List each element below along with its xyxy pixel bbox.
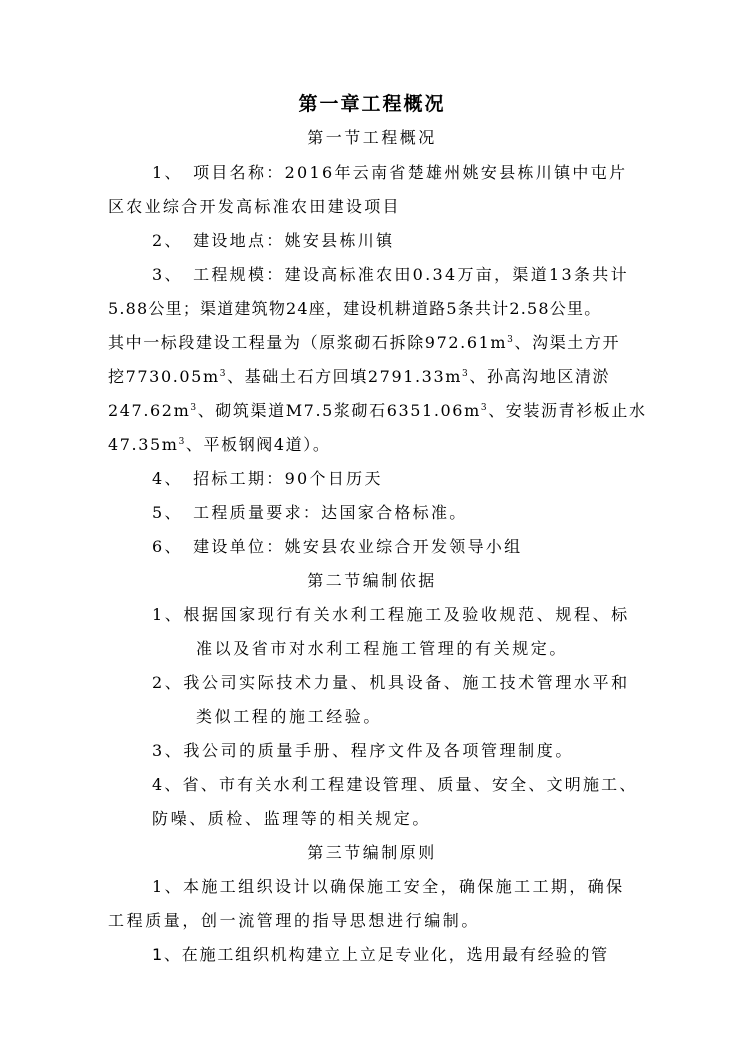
construction-site: 2、 建设地点：姚安县栋川镇: [152, 231, 395, 250]
project-scale-line-2: 5.88公里；渠道建筑物24座，建设机耕道路5条共计2.58公里。: [108, 299, 602, 318]
tender-period: 4、 招标工期：90个日历天: [152, 469, 383, 488]
chapter-title: 第一章工程概况: [298, 93, 446, 115]
section-2-title: 第二节编制依据: [307, 571, 437, 590]
section-1-title: 第一节工程概况: [307, 128, 437, 147]
principle-1-line-2: 工程质量，创一流管理的指导思想进行编制。: [108, 911, 481, 930]
basis-2-line-1: 2、我公司实际技术力量、机具设备、施工技术管理水平和: [152, 673, 630, 692]
principle-2-line-1: 1、在施工组织机构建立上立足专业化，选用最有经验的管: [152, 945, 609, 964]
principle-1-line-1: 1、本施工组织设计以确保施工安全，确保施工工期，确保: [152, 877, 625, 896]
construction-unit: 6、 建设单位：姚安县农业综合开发领导小组: [152, 537, 523, 556]
basis-4-line-1: 4、省、市有关水利工程建设管理、质量、安全、文明施工、: [152, 775, 638, 794]
quality-requirement: 5、 工程质量要求：达国家合格标准。: [152, 503, 468, 522]
basis-1-line-2: 准以及省市对水利工程施工管理的有关规定。: [196, 639, 569, 658]
project-scale-line-6: $47.35m^3$、平板钢阀4道）。: [108, 435, 331, 454]
project-scale-line-4: 挖$7730.05m^3$、基础土石方回填$2791.33m^3$、孙高沟地区清淤: [108, 367, 611, 386]
project-name-line-2: 区农业综合开发高标准农田建设项目: [108, 197, 401, 216]
project-scale-line-1: 3、 工程规模：建设高标准农田0.34万亩，渠道13条共计: [152, 265, 629, 284]
basis-4-line-2: 防噪、质检、监理等的相关规定。: [152, 809, 432, 828]
basis-1-line-1: 1、根据国家现行有关水利工程施工及验收规范、规程、标: [152, 605, 630, 624]
basis-3: 3、我公司的质量手册、程序文件及各项管理制度。: [152, 741, 574, 760]
project-scale-line-5: $247.62m^3$、砌筑渠道M7.5浆砌石$6351.06m^3$、安装沥青衫板止水: [108, 401, 647, 420]
project-name-line-1: 1、 项目名称：2016年云南省楚雄州姚安县栋川镇中屯片: [152, 163, 628, 182]
section-3-title: 第三节编制原则: [307, 843, 437, 862]
project-scale-line-3: 其中一标段建设工程量为（原浆砌石拆除$972.61m^3$、沟渠土方开: [108, 333, 621, 352]
basis-2-line-2: 类似工程的施工经验。: [196, 707, 383, 726]
